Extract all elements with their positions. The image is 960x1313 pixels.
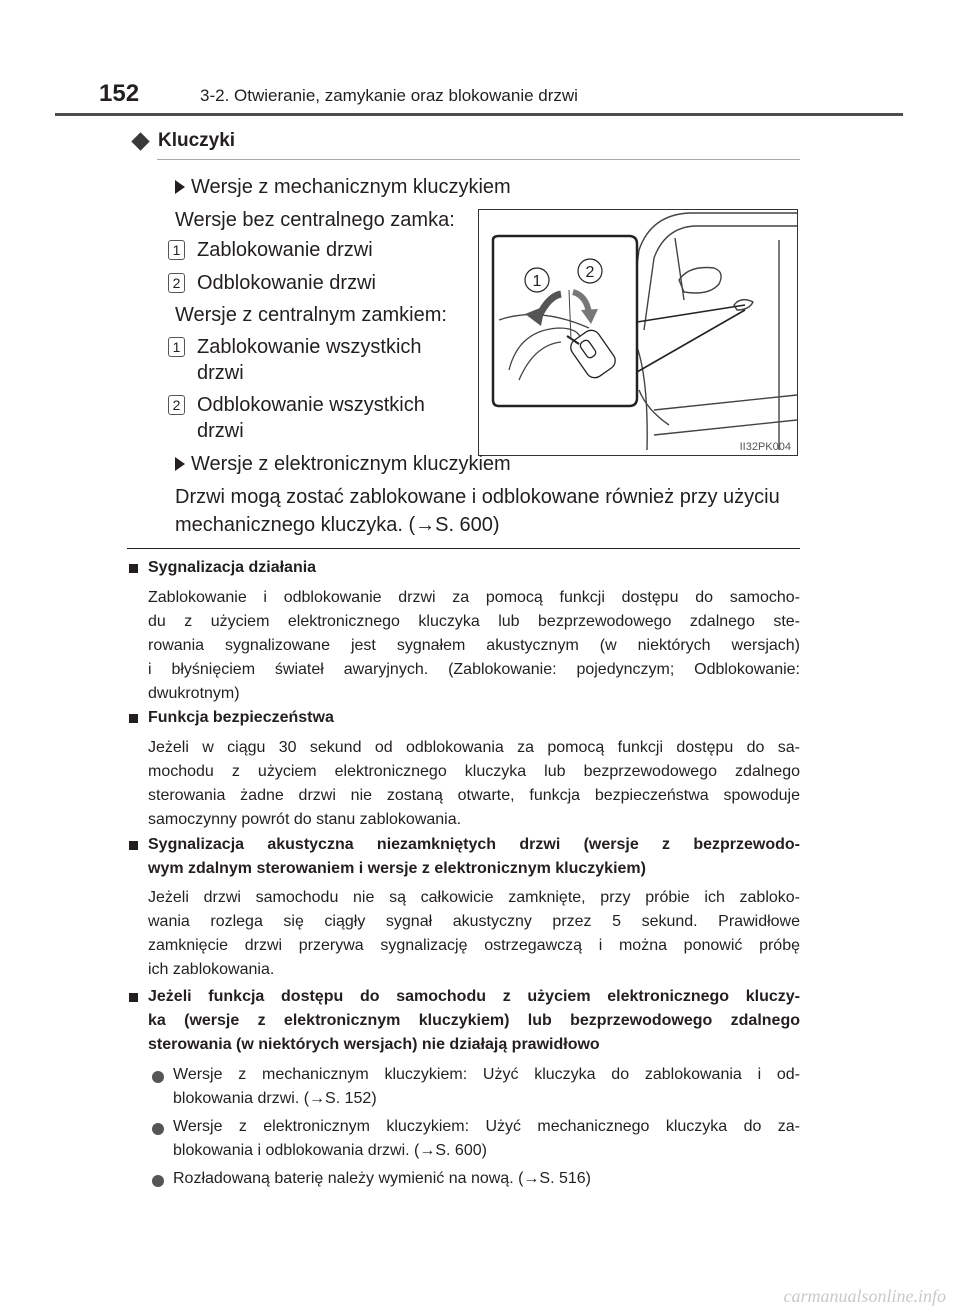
round-bullet-icon [152,1123,164,1135]
electronic-text-line2: mechanicznego kluczyka. (→S. 600) [175,514,500,536]
central-lock-label: Wersje z centralnym zamkiem: [175,304,447,326]
number-badge: 1 [168,337,185,357]
triangle-bullet-icon [175,457,185,471]
no-central-lock-label: Wersje bez centralnego zamka: [175,209,455,231]
header-divider [55,113,903,116]
square-bullet-icon [129,564,138,573]
round-bullet-icon [152,1071,164,1083]
square-bullet-icon [129,993,138,1002]
note-body: Jeżeli drzwi samochodu nie są całkowicie zamknięte, przy próbie ich zabloko- wania rozlega się ciągły sygnał akustyczny przez 5 sekund. Prawidłowe zamknięcie drzwi przerywa sygnalizację ostrzegawczą i można ponowić próbę ich zablokowania. [148,889,800,978]
square-bullet-icon [129,714,138,723]
note-title: Sygnalizacja działania [148,559,317,576]
lock-doors-item: Zablokowanie drzwi [197,239,373,261]
note-title: Sygnalizacja akustyczna niezamkniętych drzwi (wersje z bezprzewodo- wym zdalnym sterowaniem i wersje z elektronicznym kluczykiem) [148,836,800,877]
electronic-heading: Wersje z elektronicznym kluczykiem [191,453,511,475]
unlock-all-doors-item-line1: Odblokowanie wszystkich [197,394,425,416]
door-key-illustration [478,209,798,456]
round-bullet-icon [152,1175,164,1187]
note-title: Funkcja bezpieczeństwa [148,709,334,726]
note-title: Jeżeli funkcja dostępu do samochodu z użyciem elektronicznego kluczy- ka (wersje z elektronicznym kluczykiem) lub bezprzewodowego zdalnego sterowania (w niektórych wersjach) nie działają prawidłowo [148,988,800,1053]
page-number: 152 [99,80,140,107]
car-door-drawing [479,210,797,455]
section-divider [157,159,800,160]
number-badge: 2 [168,273,185,293]
notes-divider [127,548,800,549]
lock-all-doors-item-line2: drzwi [197,362,244,384]
triangle-bullet-icon [175,180,185,194]
chapter-title: 3-2. Otwieranie, zamykanie oraz blokowanie drzwi [200,86,578,105]
unlock-all-doors-item-line2: drzwi [197,420,244,442]
bullet-item: Wersje z mechanicznym kluczykiem: Użyć kluczyka do zablokowania i od- blokowania drzwi. (→S. 152) [173,1066,800,1107]
watermark: carmanualsonline.info [783,1286,946,1306]
number-badge: 1 [168,240,185,260]
illustration-code: II32PK004 [739,441,791,453]
mechanical-heading: Wersje z mechanicznym kluczykiem [191,176,511,198]
note-body: Jeżeli w ciągu 30 sekund od odblokowania za pomocą funkcji dostępu do sa- mochodu z użyciem elektronicznego kluczyka lub bezprzewodowego zdalnego sterowania żadne drzwi nie zostaną otwarte, funkcja bezpieczeństwa spowoduje samoczynny powrót do stanu zablokowania. [148,739,800,828]
note-body: Zablokowanie i odblokowanie drzwi za pomocą funkcji dostępu do samocho- du z użyciem elektronicznego kluczyka lub bezprzewodowego zdalnego ste- rowania sygnalizowane jest sygnałem akustycznym (w niektórych wersjach) i błyśnięciem świateł awaryjnych. (Zablokowanie: pojedynczym; Odblokowanie: dwukrotnym) [148,589,800,702]
diamond-bullet-icon [131,132,149,150]
bullet-item: Rozładowaną baterię należy wymienić na nową. (→S. 516) [173,1170,591,1187]
square-bullet-icon [129,841,138,850]
bullet-item: Wersje z elektronicznym kluczykiem: Użyć mechanicznego kluczyka do za- blokowania i odblokowania drzwi. (→S. 600) [173,1118,800,1159]
electronic-text-line1: Drzwi mogą zostać zablokowane i odblokowane również przy użyciu [175,486,780,508]
unlock-doors-item: Odblokowanie drzwi [197,272,376,294]
lock-all-doors-item-line1: Zablokowanie wszystkich [197,336,422,358]
section-title: Kluczyki [158,130,236,151]
callout-two: 2 [585,264,595,281]
callout-one: 1 [532,273,542,290]
number-badge: 2 [168,395,185,415]
